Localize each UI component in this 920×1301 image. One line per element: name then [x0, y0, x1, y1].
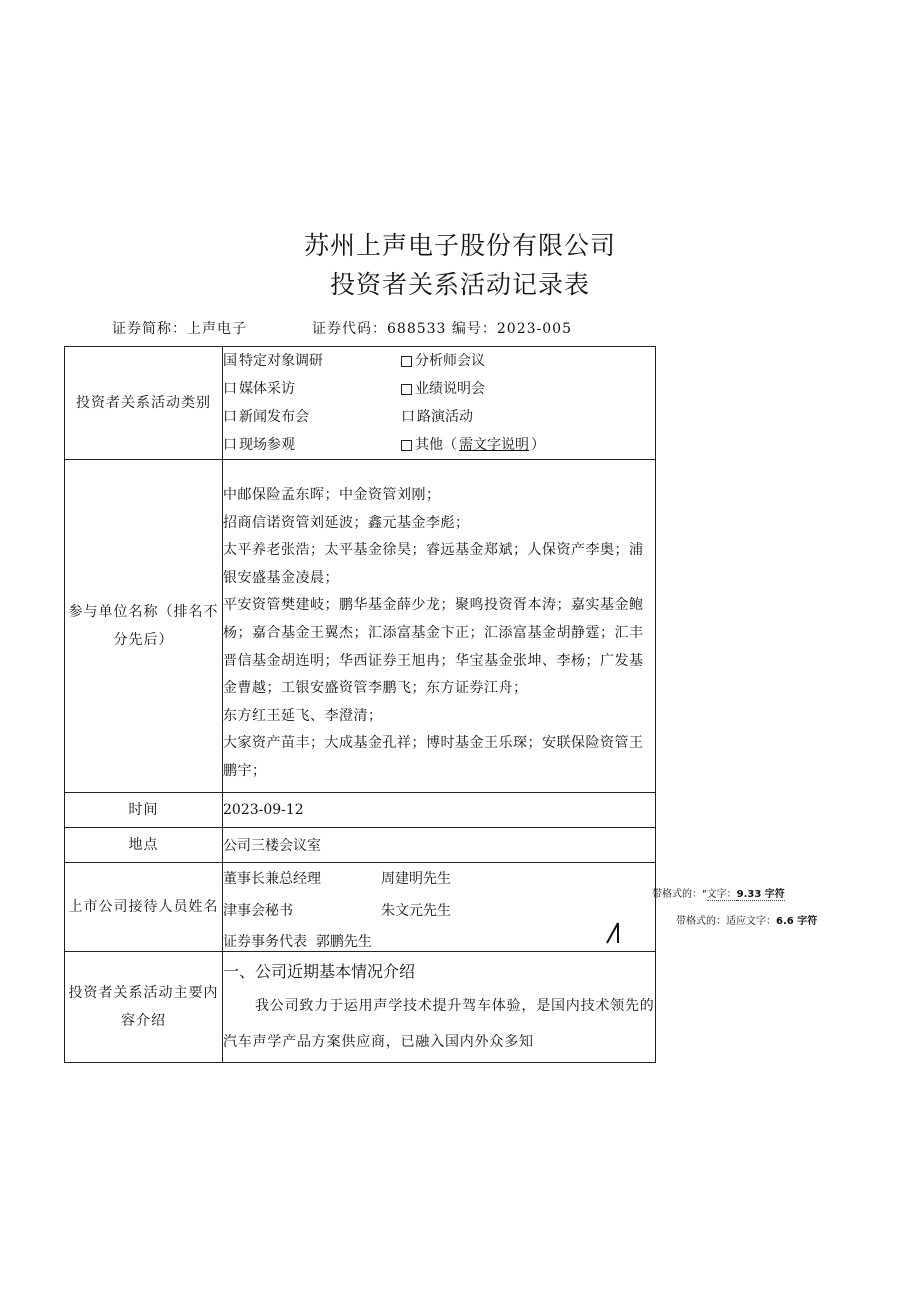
content-heading: 一、公司近期基本情况介绍	[223, 961, 416, 981]
participant-line: 太平养老张浩；太平基金徐昊；睿远基金郑斌；人保资产李奥；浦银安盛基金凌晨；	[223, 542, 644, 586]
document-subtitle: 投资者关系活动记录表	[329, 270, 590, 299]
checkbox-icon[interactable]	[401, 356, 412, 367]
option-site-visit[interactable]	[223, 431, 401, 459]
participant-line: 大家资产苗丰；大成基金孔祥；博时基金王乐琛；安联保险资管王鹏宇；	[223, 735, 644, 779]
time-row	[65, 792, 656, 827]
activity-type-label: 投资者关系活动类别	[65, 347, 223, 460]
option-mark: 国	[223, 353, 237, 369]
time-label: 时间	[65, 792, 223, 827]
reception-row	[65, 862, 656, 951]
location-value: 公司三楼会议室	[223, 827, 656, 862]
participant-line: 招商信诺资管刘延波；鑫元基金李彪；	[223, 514, 470, 531]
option-mark: 口	[223, 409, 237, 425]
option-mark: 口	[223, 381, 237, 397]
activity-type-row	[65, 347, 656, 460]
reception-people	[223, 862, 656, 951]
participants-label: 参与单位名称（排名不分先后）	[65, 460, 223, 793]
text-cursor-icon	[602, 920, 624, 946]
format-comment[interactable]	[652, 885, 785, 900]
option-analyst-meeting[interactable]	[401, 347, 601, 375]
option-label: 业绩说明会	[415, 381, 485, 397]
option-roadshow[interactable]	[401, 403, 601, 431]
option-label: 现场参观	[239, 437, 295, 453]
comment-key: 适应文字：	[726, 916, 776, 927]
option-mark: 口	[401, 409, 415, 425]
location-row	[65, 827, 656, 862]
checkbox-icon[interactable]	[401, 440, 412, 451]
option-earnings-briefing[interactable]	[401, 375, 601, 403]
document-title: 苏州上声电子股份有限公司	[303, 231, 616, 260]
time-value: 2023-09-12	[223, 792, 656, 827]
option-label: 媒体采访	[239, 381, 295, 397]
comment-key: 文字：	[706, 889, 737, 900]
option-mark: 口	[223, 437, 237, 453]
option-other[interactable]	[401, 431, 601, 459]
other-close: ）	[531, 437, 545, 453]
staff-name: 朱文元先生	[381, 902, 451, 919]
content-label: 投资者关系活动主要内容介绍	[65, 951, 223, 1062]
staff-name: 郭鹏先生	[315, 933, 372, 949]
staff-role: 证券事务代表	[223, 933, 307, 949]
option-label: 其他（	[415, 437, 457, 453]
content-body-cell	[223, 951, 656, 1062]
staff-role: 津事会秘书	[223, 902, 293, 919]
content-paragraph: 我公司致力于运用声学技术提升驾车体验，是国内技术领先的汽车声学产品方案供应商，已融入国内外众多知	[223, 997, 655, 1050]
content-row	[65, 951, 656, 1062]
comment-prefix: 带格式的：	[676, 916, 726, 927]
option-press-conference[interactable]	[223, 403, 401, 431]
participant-line: 东方红王延飞、李澄清；	[223, 707, 383, 724]
activity-type-options	[223, 347, 656, 460]
option-label: 特定对象调研	[239, 353, 323, 369]
checkbox-icon[interactable]	[401, 384, 412, 395]
comment-value: 6.6 字符	[776, 916, 818, 927]
security-short-name: 证券简称：上声电子	[112, 321, 247, 337]
staff-role: 董事长兼总经理	[223, 870, 321, 887]
comment-prefix: 带格式的：	[652, 889, 702, 900]
comment-value: 9.33 字符	[736, 889, 785, 900]
option-label: 新闻发布会	[239, 409, 309, 425]
other-note: 需文字说明	[459, 437, 529, 453]
staff-row	[223, 863, 655, 895]
participants-row	[65, 460, 656, 793]
option-media-interview[interactable]	[223, 375, 401, 403]
comment-quote: "	[702, 889, 707, 900]
reception-label: 上市公司接待人员姓名	[65, 862, 223, 951]
participants-list	[223, 460, 656, 793]
staff-name: 周建明先生	[381, 870, 451, 887]
format-comment[interactable]	[676, 912, 817, 927]
option-label: 分析师会议	[415, 353, 485, 369]
staff-row	[223, 895, 655, 927]
security-code-and-number: 证券代码：688533 编号：2023-005	[312, 321, 572, 337]
option-label: 路演活动	[417, 409, 473, 425]
participant-line: 平安资管樊建岐；鹏华基金薛少龙；聚鸣投资胥本涛；嘉实基金鲍杨；嘉合基金王翼杰；汇添富基金卞正；汇添富基金胡静霆；汇丰晋信基金胡连明；华西证券王旭冉；华宝基金张坤、李杨；广发基金曹越；工银安盛资管李鹏飞；东方证券江舟；	[223, 597, 644, 697]
record-table	[64, 346, 656, 1063]
staff-row	[223, 927, 655, 949]
location-label: 地点	[65, 827, 223, 862]
participant-line: 中邮保险孟东晖；中金资管刘刚；	[223, 487, 441, 503]
option-specific-research[interactable]	[223, 347, 401, 375]
